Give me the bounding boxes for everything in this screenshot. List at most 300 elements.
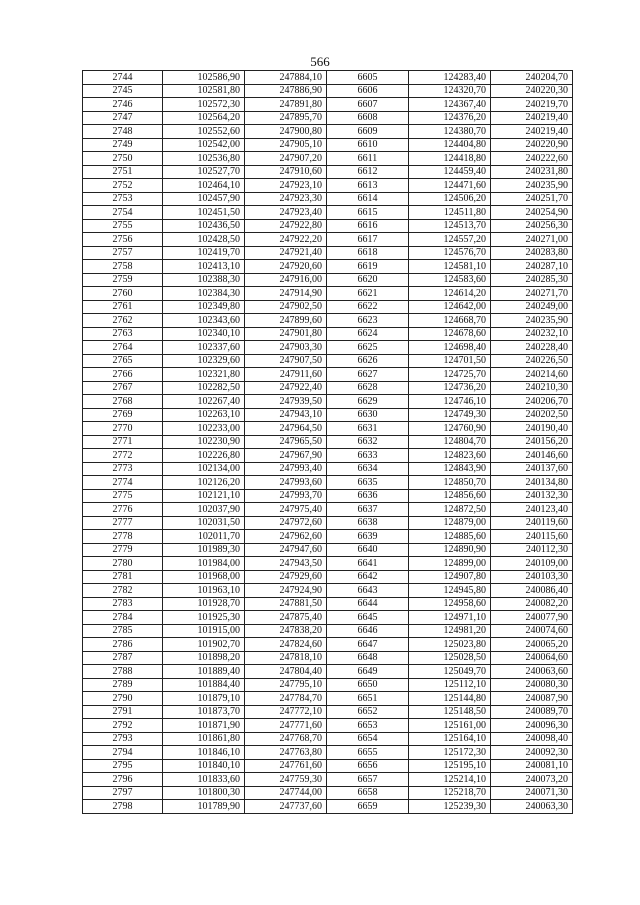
- point-number-right-cell: 6634: [327, 462, 409, 476]
- x-coordinate-left-cell: 102428,50: [163, 233, 245, 247]
- point-number-left-cell: 2780: [83, 557, 163, 571]
- x-coordinate-right-cell: 124511,80: [409, 206, 491, 220]
- point-number-right-cell: 6643: [327, 584, 409, 598]
- point-number-left-cell: 2798: [83, 800, 163, 814]
- point-number-left-cell: 2785: [83, 624, 163, 638]
- y-coordinate-right-cell: 240271,70: [491, 287, 573, 301]
- table-row: [83, 152, 573, 166]
- x-coordinate-right-cell: 124459,40: [409, 165, 491, 179]
- point-number-right-cell: 6623: [327, 314, 409, 328]
- point-number-left-cell: 2786: [83, 638, 163, 652]
- y-coordinate-right-cell: 240123,40: [491, 503, 573, 517]
- y-coordinate-right-cell: 240156,20: [491, 435, 573, 449]
- y-coordinate-right-cell: 240137,60: [491, 462, 573, 476]
- y-coordinate-right-cell: 240283,80: [491, 246, 573, 260]
- y-coordinate-left-cell: 247923,10: [245, 179, 327, 193]
- x-coordinate-right-cell: 124668,70: [409, 314, 491, 328]
- y-coordinate-right-cell: 240112,30: [491, 543, 573, 557]
- point-number-left-cell: 2764: [83, 341, 163, 355]
- y-coordinate-left-cell: 247784,70: [245, 692, 327, 706]
- x-coordinate-right-cell: 124678,60: [409, 327, 491, 341]
- x-coordinate-left-cell: 102233,00: [163, 422, 245, 436]
- point-number-right-cell: 6650: [327, 678, 409, 692]
- x-coordinate-left-cell: 102457,90: [163, 192, 245, 206]
- x-coordinate-right-cell: 124513,70: [409, 219, 491, 233]
- point-number-left-cell: 2793: [83, 732, 163, 746]
- x-coordinate-right-cell: 124885,60: [409, 530, 491, 544]
- y-coordinate-left-cell: 247910,60: [245, 165, 327, 179]
- point-number-right-cell: 6626: [327, 354, 409, 368]
- y-coordinate-right-cell: 240220,30: [491, 84, 573, 98]
- point-number-right-cell: 6645: [327, 611, 409, 625]
- point-number-left-cell: 2753: [83, 192, 163, 206]
- point-number-left-cell: 2745: [83, 84, 163, 98]
- x-coordinate-left-cell: 101925,30: [163, 611, 245, 625]
- x-coordinate-right-cell: 124872,50: [409, 503, 491, 517]
- x-coordinate-left-cell: 102031,50: [163, 516, 245, 530]
- x-coordinate-right-cell: 124367,40: [409, 98, 491, 112]
- point-number-left-cell: 2762: [83, 314, 163, 328]
- x-coordinate-right-cell: 124471,60: [409, 179, 491, 193]
- y-coordinate-right-cell: 240254,90: [491, 206, 573, 220]
- x-coordinate-right-cell: 125239,30: [409, 800, 491, 814]
- x-coordinate-right-cell: 124320,70: [409, 84, 491, 98]
- y-coordinate-right-cell: 240285,30: [491, 273, 573, 287]
- point-number-left-cell: 2775: [83, 489, 163, 503]
- x-coordinate-right-cell: 125214,10: [409, 773, 491, 787]
- x-coordinate-left-cell: 102340,10: [163, 327, 245, 341]
- table-row: [83, 503, 573, 517]
- x-coordinate-right-cell: 125161,00: [409, 719, 491, 733]
- x-coordinate-left-cell: 102343,60: [163, 314, 245, 328]
- y-coordinate-left-cell: 247921,40: [245, 246, 327, 260]
- x-coordinate-left-cell: 101989,30: [163, 543, 245, 557]
- y-coordinate-left-cell: 247824,60: [245, 638, 327, 652]
- table-row: [83, 422, 573, 436]
- y-coordinate-right-cell: 240235,90: [491, 314, 573, 328]
- point-number-left-cell: 2768: [83, 395, 163, 409]
- y-coordinate-left-cell: 247972,60: [245, 516, 327, 530]
- y-coordinate-left-cell: 247939,50: [245, 395, 327, 409]
- y-coordinate-right-cell: 240206,70: [491, 395, 573, 409]
- y-coordinate-left-cell: 247907,50: [245, 354, 327, 368]
- y-coordinate-right-cell: 240287,10: [491, 260, 573, 274]
- x-coordinate-right-cell: 124418,80: [409, 152, 491, 166]
- x-coordinate-right-cell: 124557,20: [409, 233, 491, 247]
- y-coordinate-left-cell: 247886,90: [245, 84, 327, 98]
- point-number-right-cell: 6620: [327, 273, 409, 287]
- y-coordinate-right-cell: 240235,90: [491, 179, 573, 193]
- x-coordinate-left-cell: 102349,80: [163, 300, 245, 314]
- point-number-right-cell: 6633: [327, 449, 409, 463]
- x-coordinate-left-cell: 102126,20: [163, 476, 245, 490]
- point-number-left-cell: 2751: [83, 165, 163, 179]
- point-number-left-cell: 2767: [83, 381, 163, 395]
- y-coordinate-left-cell: 247947,60: [245, 543, 327, 557]
- point-number-right-cell: 6642: [327, 570, 409, 584]
- point-number-left-cell: 2787: [83, 651, 163, 665]
- y-coordinate-left-cell: 247804,40: [245, 665, 327, 679]
- x-coordinate-right-cell: 124698,40: [409, 341, 491, 355]
- y-coordinate-left-cell: 247962,60: [245, 530, 327, 544]
- x-coordinate-left-cell: 102134,00: [163, 462, 245, 476]
- point-number-left-cell: 2794: [83, 746, 163, 760]
- y-coordinate-right-cell: 240098,40: [491, 732, 573, 746]
- y-coordinate-left-cell: 247901,80: [245, 327, 327, 341]
- point-number-left-cell: 2773: [83, 462, 163, 476]
- x-coordinate-right-cell: 124907,80: [409, 570, 491, 584]
- x-coordinate-left-cell: 101968,00: [163, 570, 245, 584]
- y-coordinate-right-cell: 240271,00: [491, 233, 573, 247]
- point-number-left-cell: 2765: [83, 354, 163, 368]
- point-number-right-cell: 6625: [327, 341, 409, 355]
- table-row: [83, 462, 573, 476]
- y-coordinate-right-cell: 240081,10: [491, 759, 573, 773]
- x-coordinate-left-cell: 102581,80: [163, 84, 245, 98]
- point-number-right-cell: 6652: [327, 705, 409, 719]
- point-number-left-cell: 2750: [83, 152, 163, 166]
- y-coordinate-left-cell: 247922,20: [245, 233, 327, 247]
- y-coordinate-left-cell: 247967,90: [245, 449, 327, 463]
- point-number-right-cell: 6624: [327, 327, 409, 341]
- x-coordinate-left-cell: 102321,80: [163, 368, 245, 382]
- y-coordinate-left-cell: 247895,70: [245, 111, 327, 125]
- x-coordinate-right-cell: 124856,60: [409, 489, 491, 503]
- x-coordinate-right-cell: 124283,40: [409, 71, 491, 85]
- point-number-right-cell: 6629: [327, 395, 409, 409]
- table-row: [83, 84, 573, 98]
- y-coordinate-right-cell: 240109,00: [491, 557, 573, 571]
- y-coordinate-right-cell: 240231,80: [491, 165, 573, 179]
- x-coordinate-right-cell: 124725,70: [409, 368, 491, 382]
- table-row: [83, 516, 573, 530]
- x-coordinate-right-cell: 124583,60: [409, 273, 491, 287]
- x-coordinate-right-cell: 125172,30: [409, 746, 491, 760]
- y-coordinate-right-cell: 240082,20: [491, 597, 573, 611]
- x-coordinate-left-cell: 101889,40: [163, 665, 245, 679]
- y-coordinate-right-cell: 240134,80: [491, 476, 573, 490]
- point-number-left-cell: 2771: [83, 435, 163, 449]
- point-number-right-cell: 6612: [327, 165, 409, 179]
- point-number-left-cell: 2766: [83, 368, 163, 382]
- x-coordinate-right-cell: 124749,30: [409, 408, 491, 422]
- x-coordinate-right-cell: 124760,90: [409, 422, 491, 436]
- y-coordinate-right-cell: 240202,50: [491, 408, 573, 422]
- point-number-right-cell: 6631: [327, 422, 409, 436]
- table-row: [83, 368, 573, 382]
- table-row: [83, 759, 573, 773]
- y-coordinate-left-cell: 247903,30: [245, 341, 327, 355]
- table-row: [83, 530, 573, 544]
- x-coordinate-left-cell: 102436,50: [163, 219, 245, 233]
- x-coordinate-right-cell: 124376,20: [409, 111, 491, 125]
- table-row: [83, 624, 573, 638]
- point-number-right-cell: 6607: [327, 98, 409, 112]
- point-number-left-cell: 2744: [83, 71, 163, 85]
- point-number-left-cell: 2784: [83, 611, 163, 625]
- point-number-right-cell: 6606: [327, 84, 409, 98]
- table-row: [83, 246, 573, 260]
- x-coordinate-left-cell: 102282,50: [163, 381, 245, 395]
- table-row: [83, 638, 573, 652]
- y-coordinate-right-cell: 240220,90: [491, 138, 573, 152]
- x-coordinate-right-cell: 124404,80: [409, 138, 491, 152]
- point-number-right-cell: 6636: [327, 489, 409, 503]
- table-row: [83, 192, 573, 206]
- x-coordinate-left-cell: 101861,80: [163, 732, 245, 746]
- point-number-right-cell: 6647: [327, 638, 409, 652]
- table-row: [83, 300, 573, 314]
- point-number-right-cell: 6608: [327, 111, 409, 125]
- x-coordinate-right-cell: 125144,80: [409, 692, 491, 706]
- x-coordinate-left-cell: 102413,10: [163, 260, 245, 274]
- x-coordinate-left-cell: 102263,10: [163, 408, 245, 422]
- table-row: [83, 314, 573, 328]
- point-number-left-cell: 2770: [83, 422, 163, 436]
- y-coordinate-left-cell: 247993,60: [245, 476, 327, 490]
- y-coordinate-right-cell: 240115,60: [491, 530, 573, 544]
- x-coordinate-left-cell: 102329,60: [163, 354, 245, 368]
- x-coordinate-right-cell: 124642,00: [409, 300, 491, 314]
- y-coordinate-left-cell: 247975,40: [245, 503, 327, 517]
- point-number-left-cell: 2795: [83, 759, 163, 773]
- x-coordinate-right-cell: 124823,60: [409, 449, 491, 463]
- y-coordinate-left-cell: 247923,30: [245, 192, 327, 206]
- x-coordinate-left-cell: 101800,30: [163, 786, 245, 800]
- y-coordinate-left-cell: 247922,40: [245, 381, 327, 395]
- table-row: [83, 570, 573, 584]
- x-coordinate-right-cell: 124736,20: [409, 381, 491, 395]
- table-row: [83, 665, 573, 679]
- table-row: [83, 287, 573, 301]
- point-number-left-cell: 2792: [83, 719, 163, 733]
- x-coordinate-left-cell: 101902,70: [163, 638, 245, 652]
- x-coordinate-right-cell: 124945,80: [409, 584, 491, 598]
- y-coordinate-right-cell: 240146,60: [491, 449, 573, 463]
- point-number-left-cell: 2746: [83, 98, 163, 112]
- y-coordinate-right-cell: 240092,30: [491, 746, 573, 760]
- y-coordinate-right-cell: 240222,60: [491, 152, 573, 166]
- x-coordinate-right-cell: 125218,70: [409, 786, 491, 800]
- x-coordinate-left-cell: 102451,50: [163, 206, 245, 220]
- point-number-left-cell: 2752: [83, 179, 163, 193]
- table-row: [83, 692, 573, 706]
- y-coordinate-right-cell: 240190,40: [491, 422, 573, 436]
- x-coordinate-right-cell: 124576,70: [409, 246, 491, 260]
- y-coordinate-left-cell: 247905,10: [245, 138, 327, 152]
- point-number-left-cell: 2796: [83, 773, 163, 787]
- point-number-left-cell: 2783: [83, 597, 163, 611]
- y-coordinate-right-cell: 240219,40: [491, 111, 573, 125]
- point-number-right-cell: 6657: [327, 773, 409, 787]
- y-coordinate-left-cell: 247922,80: [245, 219, 327, 233]
- x-coordinate-right-cell: 124890,90: [409, 543, 491, 557]
- y-coordinate-left-cell: 247914,90: [245, 287, 327, 301]
- y-coordinate-right-cell: 240064,60: [491, 651, 573, 665]
- y-coordinate-left-cell: 247771,60: [245, 719, 327, 733]
- x-coordinate-left-cell: 102230,90: [163, 435, 245, 449]
- x-coordinate-left-cell: 102337,60: [163, 341, 245, 355]
- y-coordinate-left-cell: 247964,50: [245, 422, 327, 436]
- x-coordinate-left-cell: 102037,90: [163, 503, 245, 517]
- x-coordinate-right-cell: 125148,50: [409, 705, 491, 719]
- table-row: [83, 449, 573, 463]
- point-number-left-cell: 2797: [83, 786, 163, 800]
- point-number-right-cell: 6614: [327, 192, 409, 206]
- table-row: [83, 165, 573, 179]
- x-coordinate-right-cell: 125164,10: [409, 732, 491, 746]
- table-row: [83, 705, 573, 719]
- y-coordinate-right-cell: 240119,60: [491, 516, 573, 530]
- y-coordinate-right-cell: 240204,70: [491, 71, 573, 85]
- y-coordinate-left-cell: 247761,60: [245, 759, 327, 773]
- x-coordinate-left-cell: 102527,70: [163, 165, 245, 179]
- y-coordinate-left-cell: 247768,70: [245, 732, 327, 746]
- x-coordinate-left-cell: 102121,10: [163, 489, 245, 503]
- x-coordinate-right-cell: 124614,20: [409, 287, 491, 301]
- point-number-left-cell: 2749: [83, 138, 163, 152]
- point-number-right-cell: 6613: [327, 179, 409, 193]
- x-coordinate-left-cell: 101898,20: [163, 651, 245, 665]
- point-number-left-cell: 2791: [83, 705, 163, 719]
- table-row: [83, 327, 573, 341]
- table-row: [83, 98, 573, 112]
- table-row: [83, 678, 573, 692]
- table-row: [83, 233, 573, 247]
- point-number-right-cell: 6621: [327, 287, 409, 301]
- point-number-left-cell: 2781: [83, 570, 163, 584]
- table-row: [83, 179, 573, 193]
- x-coordinate-right-cell: 124850,70: [409, 476, 491, 490]
- point-number-left-cell: 2757: [83, 246, 163, 260]
- y-coordinate-right-cell: 240256,30: [491, 219, 573, 233]
- x-coordinate-left-cell: 102384,30: [163, 287, 245, 301]
- x-coordinate-left-cell: 101963,10: [163, 584, 245, 598]
- x-coordinate-right-cell: 124581,10: [409, 260, 491, 274]
- table-row: [83, 219, 573, 233]
- y-coordinate-right-cell: 240251,70: [491, 192, 573, 206]
- table-row: [83, 273, 573, 287]
- table-row: [83, 125, 573, 139]
- point-number-right-cell: 6653: [327, 719, 409, 733]
- point-number-left-cell: 2747: [83, 111, 163, 125]
- x-coordinate-right-cell: 124879,00: [409, 516, 491, 530]
- point-number-left-cell: 2754: [83, 206, 163, 220]
- table-row: [83, 746, 573, 760]
- x-coordinate-right-cell: 124981,20: [409, 624, 491, 638]
- point-number-right-cell: 6654: [327, 732, 409, 746]
- y-coordinate-right-cell: 240132,30: [491, 489, 573, 503]
- table-row: [83, 354, 573, 368]
- point-number-right-cell: 6649: [327, 665, 409, 679]
- y-coordinate-right-cell: 240228,40: [491, 341, 573, 355]
- x-coordinate-right-cell: 125023,80: [409, 638, 491, 652]
- table-row: [83, 611, 573, 625]
- x-coordinate-left-cell: 101928,70: [163, 597, 245, 611]
- table-row: [83, 584, 573, 598]
- point-number-right-cell: 6635: [327, 476, 409, 490]
- table-row: [83, 476, 573, 490]
- x-coordinate-left-cell: 102464,10: [163, 179, 245, 193]
- x-coordinate-left-cell: 102586,90: [163, 71, 245, 85]
- y-coordinate-left-cell: 247891,80: [245, 98, 327, 112]
- table-row: [83, 719, 573, 733]
- x-coordinate-right-cell: 124899,00: [409, 557, 491, 571]
- y-coordinate-left-cell: 247795,10: [245, 678, 327, 692]
- x-coordinate-right-cell: 125049,70: [409, 665, 491, 679]
- x-coordinate-left-cell: 102419,70: [163, 246, 245, 260]
- y-coordinate-left-cell: 247965,50: [245, 435, 327, 449]
- point-number-left-cell: 2763: [83, 327, 163, 341]
- y-coordinate-right-cell: 240063,60: [491, 665, 573, 679]
- point-number-left-cell: 2769: [83, 408, 163, 422]
- y-coordinate-left-cell: 247902,50: [245, 300, 327, 314]
- x-coordinate-left-cell: 102564,20: [163, 111, 245, 125]
- table-row: [83, 138, 573, 152]
- y-coordinate-right-cell: 240226,50: [491, 354, 573, 368]
- point-number-right-cell: 6615: [327, 206, 409, 220]
- x-coordinate-left-cell: 101984,00: [163, 557, 245, 571]
- y-coordinate-left-cell: 247838,20: [245, 624, 327, 638]
- table-row: [83, 206, 573, 220]
- y-coordinate-left-cell: 247772,10: [245, 705, 327, 719]
- x-coordinate-right-cell: 125195,10: [409, 759, 491, 773]
- y-coordinate-right-cell: 240210,30: [491, 381, 573, 395]
- point-number-right-cell: 6646: [327, 624, 409, 638]
- x-coordinate-left-cell: 102552,60: [163, 125, 245, 139]
- point-number-right-cell: 6658: [327, 786, 409, 800]
- point-number-right-cell: 6609: [327, 125, 409, 139]
- point-number-right-cell: 6640: [327, 543, 409, 557]
- page-number: 566: [310, 54, 330, 69]
- y-coordinate-right-cell: 240219,70: [491, 98, 573, 112]
- table-row: [83, 489, 573, 503]
- coordinates-table-body: [83, 71, 573, 814]
- y-coordinate-left-cell: 247744,00: [245, 786, 327, 800]
- point-number-right-cell: 6616: [327, 219, 409, 233]
- y-coordinate-right-cell: 240096,30: [491, 719, 573, 733]
- y-coordinate-left-cell: 247759,30: [245, 773, 327, 787]
- point-number-left-cell: 2756: [83, 233, 163, 247]
- table-row: [83, 408, 573, 422]
- x-coordinate-left-cell: 101879,10: [163, 692, 245, 706]
- y-coordinate-left-cell: 247818,10: [245, 651, 327, 665]
- x-coordinate-left-cell: 101840,10: [163, 759, 245, 773]
- point-number-right-cell: 6644: [327, 597, 409, 611]
- table-row: [83, 111, 573, 125]
- y-coordinate-left-cell: 247920,60: [245, 260, 327, 274]
- y-coordinate-right-cell: 240087,90: [491, 692, 573, 706]
- table-row: [83, 395, 573, 409]
- y-coordinate-left-cell: 247881,50: [245, 597, 327, 611]
- point-number-right-cell: 6605: [327, 71, 409, 85]
- table-row: [83, 597, 573, 611]
- point-number-right-cell: 6656: [327, 759, 409, 773]
- point-number-left-cell: 2761: [83, 300, 163, 314]
- x-coordinate-left-cell: 102267,40: [163, 395, 245, 409]
- x-coordinate-left-cell: 102388,30: [163, 273, 245, 287]
- point-number-right-cell: 6619: [327, 260, 409, 274]
- point-number-left-cell: 2789: [83, 678, 163, 692]
- point-number-left-cell: 2758: [83, 260, 163, 274]
- y-coordinate-left-cell: 247737,60: [245, 800, 327, 814]
- point-number-right-cell: 6651: [327, 692, 409, 706]
- x-coordinate-left-cell: 102542,00: [163, 138, 245, 152]
- y-coordinate-left-cell: 247884,10: [245, 71, 327, 85]
- y-coordinate-right-cell: 240086,40: [491, 584, 573, 598]
- y-coordinate-right-cell: 240077,90: [491, 611, 573, 625]
- y-coordinate-left-cell: 247929,60: [245, 570, 327, 584]
